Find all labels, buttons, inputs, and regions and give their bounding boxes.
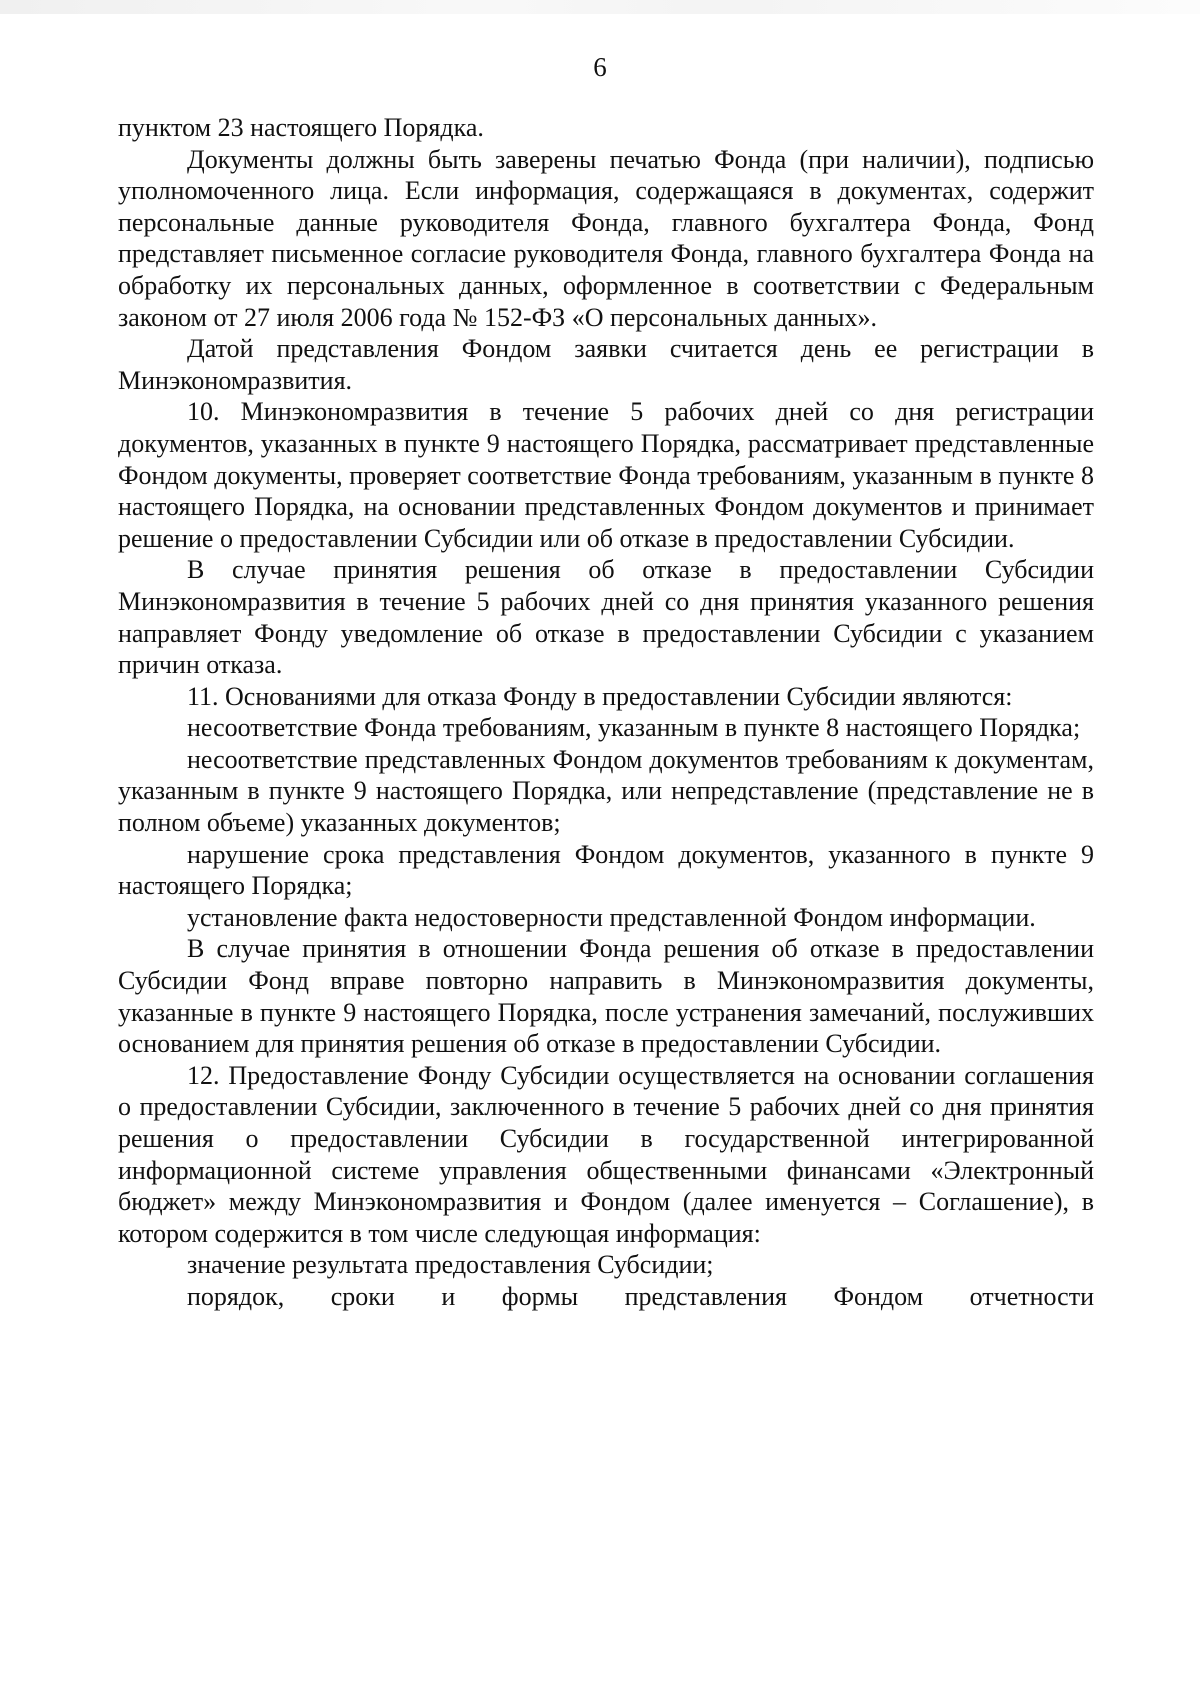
paragraph: пунктом 23 настоящего Порядка. — [118, 113, 484, 142]
paragraph: В случае принятия в отношении Фонда решения об отказе в предоставлении Субсидии Фонд вправе повторно направить в Минэкономразвития документы, указанные в пункте 9 настоящего Порядка, после устранения замечаний, послуживших основанием для принятия решения об отказе в предоставлении Субсидии. — [118, 934, 1094, 1059]
paragraph-clause-10: 10. Минэкономразвития в течение 5 рабочих дней со дня регистрации документов, указанных в пункте 9 настоящего Порядка, рассматривает представленные Фондом документы, проверяет соответствие Фонда требованиям, указанным в пункте 8 настоящего Порядка, на основании представленных Фондом документов и принимает решение о предоставлении Субсидии или об отказе в предоставлении Субсидии. — [118, 397, 1094, 553]
list-item: значение результата предоставления Субсидии; — [187, 1250, 714, 1280]
page-number: 6 — [593, 52, 607, 82]
paragraph-clause-11: 11. Основаниями для отказа Фонду в предоставлении Субсидии являются: — [187, 681, 1013, 711]
list-item: нарушение срока представления Фондом документов, указанного в пункте 9 настоящего Порядка; — [118, 839, 1094, 901]
list-item: несоответствие Фонда требованиям, указанным в пункте 8 настоящего Порядка; — [187, 713, 1081, 743]
paragraph: Документы должны быть заверены печатью Фонда (при наличии), подписью уполномоченного лица. Если информация, содержащаяся в документах, содержит персональные данные руководителя Фонда, главного бухгалтера Фонда, Фонд представляет письменное согласие руководителя Фонда, главного бухгалтера Фонда на обработку их персональных данных, оформленное в соответствии с Федеральным законом от 27 июля 2006 года № 152-ФЗ «О персональных данных». — [118, 144, 1094, 332]
paragraph: Датой представления Фондом заявки считается день ее регистрации в Минэкономразвития. — [118, 334, 1094, 395]
list-item: несоответствие представленных Фондом документов требованиям к документам, указанным в пункте 9 настоящего Порядка, или непредставление (представление не в полном объеме) указанных документов; — [118, 744, 1094, 838]
list-item: установление факта недостоверности представленной Фондом информации. — [187, 902, 1036, 932]
paragraph-clause-12: 12. Предоставление Фонду Субсидии осуществляется на основании соглашения о предоставлении Субсидии, заключенного в течение 5 рабочих дней со дня принятия решения о предоставлении Субсидии в государственной интегрированной информационной системе управления общественными финансами «Электронный бюджет» между Минэкономразвития и Фондом (далее именуется – Соглашение), в котором содержится в том числе следующая информация: — [118, 1060, 1094, 1248]
paragraph: В случае принятия решения об отказе в предоставлении Субсидии Минэкономразвития в течение 5 рабочих дней со дня принятия указанного решения направляет Фонду уведомление об отказе в предоставлении Субсидии с указанием причин отказа. — [118, 555, 1094, 680]
list-item-continued: порядок, сроки и формы представления Фондом отчетности — [187, 1281, 1094, 1311]
scan-edge — [0, 0, 1200, 14]
document-body — [118, 112, 1094, 1313]
